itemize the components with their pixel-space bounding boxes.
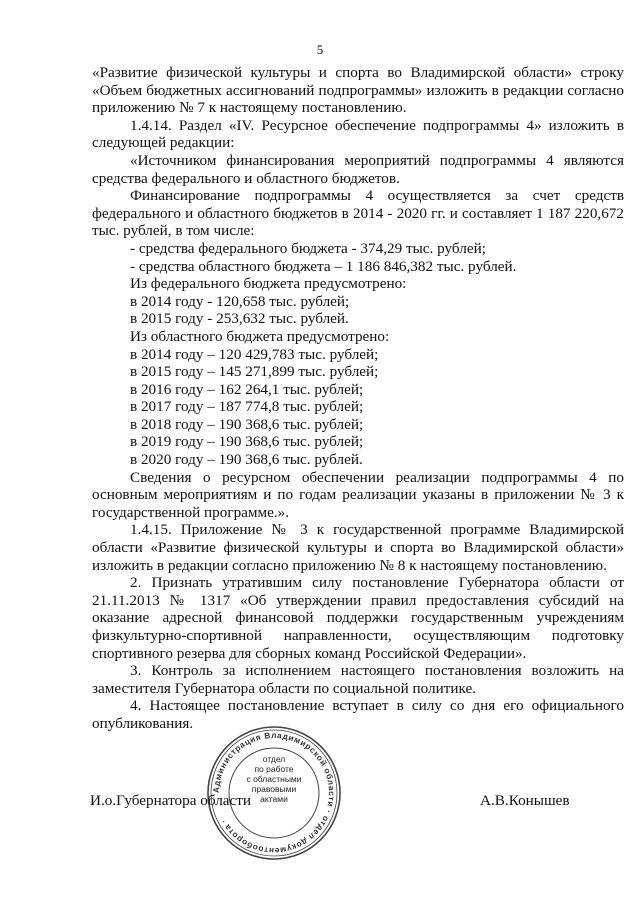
paragraph: в 2017 году – 187 774,8 тыс. рублей; [130, 398, 364, 416]
paragraph: - средства федерального бюджета - 374,29 тыс. рублей; [130, 239, 486, 257]
seal-inner-line: с областными [246, 774, 302, 784]
paragraph: в 2014 году – 120 429,783 тыс. рублей; [130, 345, 379, 363]
paragraph: 4. Настоящее постановление вступает в силу со дня его официального опубликования. [92, 697, 624, 732]
paragraph: Финансирование подпрограммы 4 осуществляется за счет средств федерального и областного бюджетов в 2014 - 2020 гг. и составляет 1 187 220,672 тыс. рублей, в том числе: [92, 187, 624, 240]
document-body [92, 64, 624, 733]
seal-ring-text: Администрация Владимирской области · отдел документооборота · [210, 729, 338, 857]
paragraph: Из федерального бюджета предусмотрено: [130, 275, 407, 293]
paragraph: «Развитие физической культуры и спорта во Владимирской области» строку «Объем бюджетных ассигнований подпрограммы» изложить в редакции согласно приложению № 7 к настоящему постановлению. [92, 64, 624, 117]
paragraph: в 2015 году – 145 271,899 тыс. рублей; [130, 363, 379, 381]
paragraph: в 2016 году – 162 264,1 тыс. рублей; [130, 380, 364, 398]
paragraph: «Источником финансирования мероприятий подпрограммы 4 являются средства федерального и областного бюджетов. [92, 151, 624, 187]
paragraph: - средства областного бюджета – 1 186 846,382 тыс. рублей. [130, 257, 517, 275]
paragraph: в 2020 году – 190 368,6 тыс. рублей. [130, 451, 363, 469]
paragraph: Сведения о ресурсном обеспечении реализации подпрограммы 4 по основным мероприятиям и по годам реализации указаны в приложении № 3 к государственной программе.». [92, 468, 624, 521]
paragraph: в 2014 году - 120,658 тыс. рублей; [130, 292, 350, 310]
page-number: 5 [316, 42, 324, 57]
paragraph: 3. Контроль за исполнением настоящего постановления возложить на заместителя Губернатора области по социальной политике. [92, 662, 624, 697]
paragraph: 1.4.15. Приложение № 3 к государственной программе Владимирской области «Развитие физической культуры и спорта во Владимирской области» изложить в редакции согласно приложению № 8 к настоящему постановлению. [92, 521, 624, 574]
signatory-name: А.В.Конышев [480, 792, 570, 809]
seal-inner-line: отдел [262, 754, 286, 764]
paragraph: в 2018 году – 190 368,6 тыс. рублей; [130, 415, 364, 433]
paragraph: 1.4.14. Раздел «IV. Ресурсное обеспечение подпрограммы 4» изложить в следующей редакции: [92, 116, 624, 152]
paragraph: в 2019 году – 190 368,6 тыс. рублей; [130, 433, 364, 451]
paragraph: Из областного бюджета предусмотрено: [130, 327, 390, 345]
seal-inner-line: правовыми [251, 784, 297, 794]
signatory-title: И.о.Губернатора области [90, 792, 252, 809]
paragraph: в 2015 году - 253,632 тыс. рублей. [130, 310, 349, 328]
seal-inner-line: по работе [254, 764, 294, 774]
paragraph: 2. Признать утратившим силу постановление Губернатора области от 21.11.2013 № 1317 «Об утверждении правил предоставления субсидий на оказание адресной финансовой поддержки государственным учреждениям физкультурно-спортивной направленности, осуществляющим подготовку спортивного резерва для сборных команд Российской Федерации». [92, 574, 624, 662]
seal-inner-line: актами [260, 794, 288, 804]
